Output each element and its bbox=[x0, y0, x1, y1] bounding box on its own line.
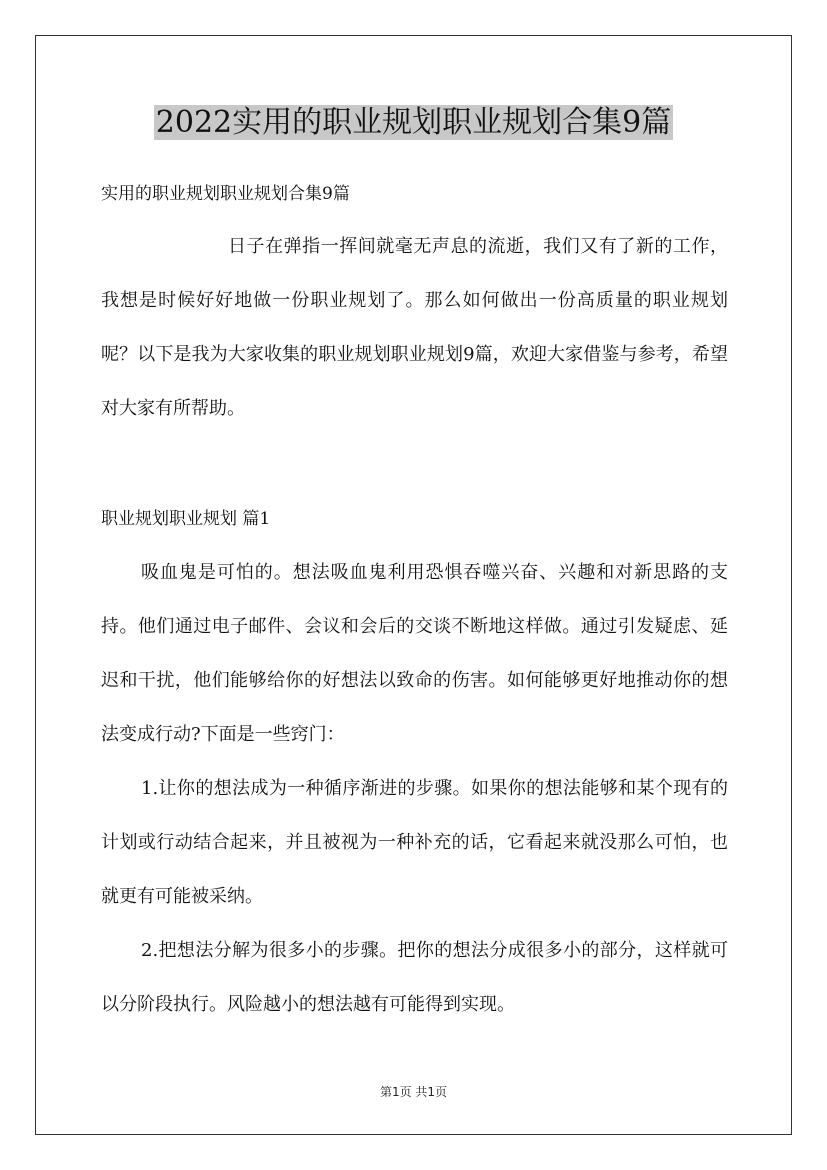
body-paragraph-1: 吸血鬼是可怕的。想法吸血鬼利用恐惧吞噬兴奋、兴趣和对新思路的支持。他们通过电子邮件、会议和会后的交谈不断地这样做。通过引发疑虑、延迟和干扰，他们能够给你的好想法以致命的伤害。如何能够更好地推动你的想法变成行动?下面是一些窍门： bbox=[101, 562, 728, 745]
document-subtitle: 实用的职业规划职业规划合集9篇 bbox=[101, 184, 350, 204]
document-title-text: 2022实用的职业规划职业规划合集9篇 bbox=[155, 105, 672, 140]
section-heading: 职业规划职业规划 篇1 bbox=[101, 509, 271, 529]
body-paragraph-3: 2.把想法分解为很多小的步骤。把你的想法分成很多小的部分，这样就可以分阶段执行。风险越小的想法越有可能得到实现。 bbox=[101, 940, 728, 1015]
intro-paragraph: 日子在弹指一挥间就毫无声息的流逝，我们又有了新的工作，我想是时候好好地做一份职业规划了。那么如何做出一份高质量的职业规划呢？以下是我为大家收集的职业规划职业规划9篇，欢迎大家借鉴与参考，希望对大家有所帮助。 bbox=[101, 236, 728, 419]
page-footer: 第1页 共1页 bbox=[379, 1085, 448, 1099]
document-title bbox=[0, 100, 827, 146]
body-paragraph-2: 1.让你的想法成为一种循序渐进的步骤。如果你的想法能够和某个现有的计划或行动结合起来，并且被视为一种补充的话，它看起来就没那么可怕，也就更有可能被采纳。 bbox=[101, 778, 728, 907]
